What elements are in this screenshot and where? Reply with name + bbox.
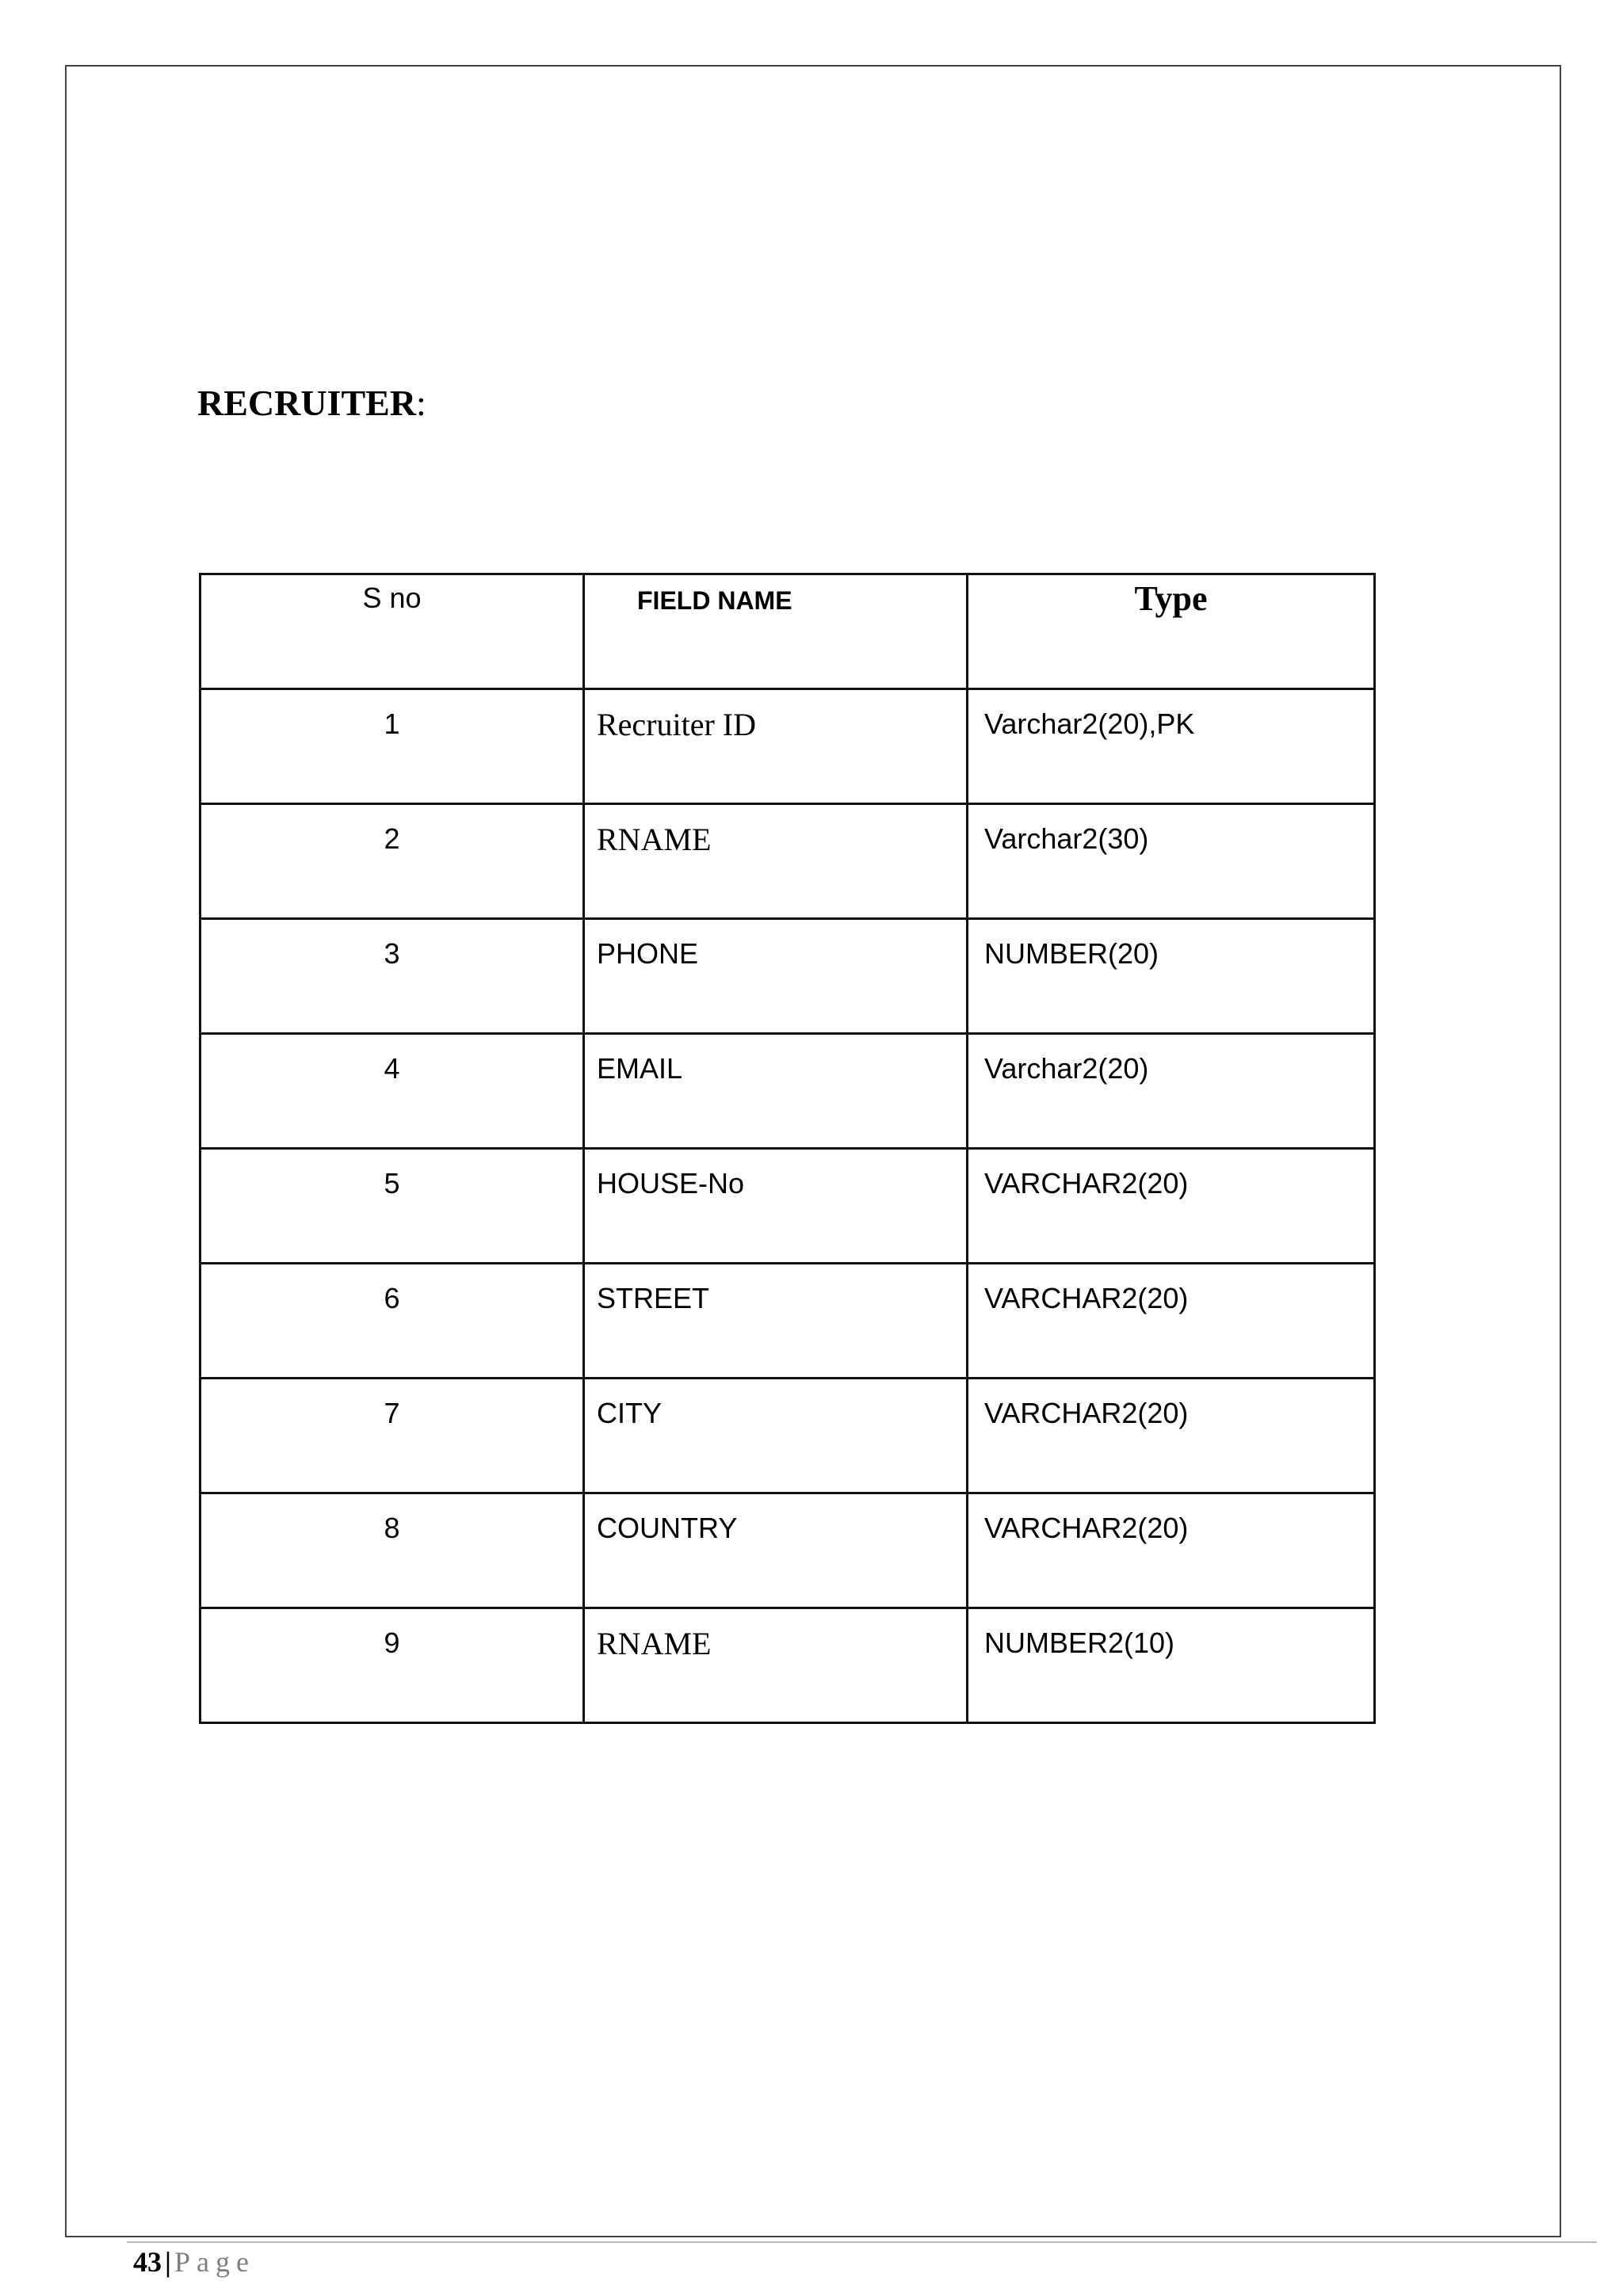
row-field-name: COUNTRY	[584, 1493, 968, 1608]
heading-title: RECRUITER	[197, 383, 417, 423]
row-sno: 5	[200, 1149, 584, 1264]
row-type: Varchar2(20)	[968, 1034, 1375, 1149]
row-field-name: EMAIL	[584, 1034, 968, 1149]
page-number: 43	[133, 2246, 162, 2278]
row-sno: 9	[200, 1608, 584, 1723]
table-row	[200, 1608, 1375, 1723]
header-field-name: FIELD NAME	[584, 574, 968, 689]
row-field-name: Recruiter ID	[584, 689, 968, 804]
row-sno: 4	[200, 1034, 584, 1149]
row-sno: 8	[200, 1493, 584, 1608]
recruiter-schema-table	[199, 573, 1376, 1724]
row-type: NUMBER2(10)	[968, 1608, 1375, 1723]
row-type: Varchar2(20),PK	[968, 689, 1375, 804]
table-row	[200, 1034, 1375, 1149]
row-sno: 3	[200, 919, 584, 1034]
table-row	[200, 1493, 1375, 1608]
row-type: NUMBER(20)	[968, 919, 1375, 1034]
table-row	[200, 1149, 1375, 1264]
row-type: VARCHAR2(20)	[968, 1493, 1375, 1608]
page-footer	[133, 2245, 255, 2279]
row-field-name: STREET	[584, 1264, 968, 1379]
table-row	[200, 804, 1375, 919]
page-label: Page	[174, 2246, 255, 2278]
row-field-name: RNAME	[584, 1608, 968, 1723]
row-sno: 1	[200, 689, 584, 804]
row-type: VARCHAR2(20)	[968, 1379, 1375, 1493]
row-field-name: RNAME	[584, 804, 968, 919]
row-type: Varchar2(30)	[968, 804, 1375, 919]
heading-colon: :	[416, 383, 426, 423]
header-sno: S no	[200, 574, 584, 689]
row-field-name: HOUSE-No	[584, 1149, 968, 1264]
header-type: Type	[968, 574, 1375, 689]
row-sno: 7	[200, 1379, 584, 1493]
table-header-row	[200, 574, 1375, 689]
table-row	[200, 689, 1375, 804]
table-row	[200, 919, 1375, 1034]
row-field-name: PHONE	[584, 919, 968, 1034]
row-sno: 6	[200, 1264, 584, 1379]
footer-divider	[127, 2241, 1597, 2243]
row-type: VARCHAR2(20)	[968, 1149, 1375, 1264]
table-row	[200, 1379, 1375, 1493]
table-row	[200, 1264, 1375, 1379]
row-field-name: CITY	[584, 1379, 968, 1493]
row-sno: 2	[200, 804, 584, 919]
section-heading	[197, 385, 426, 421]
footer-separator: |	[165, 2246, 171, 2278]
row-type: VARCHAR2(20)	[968, 1264, 1375, 1379]
